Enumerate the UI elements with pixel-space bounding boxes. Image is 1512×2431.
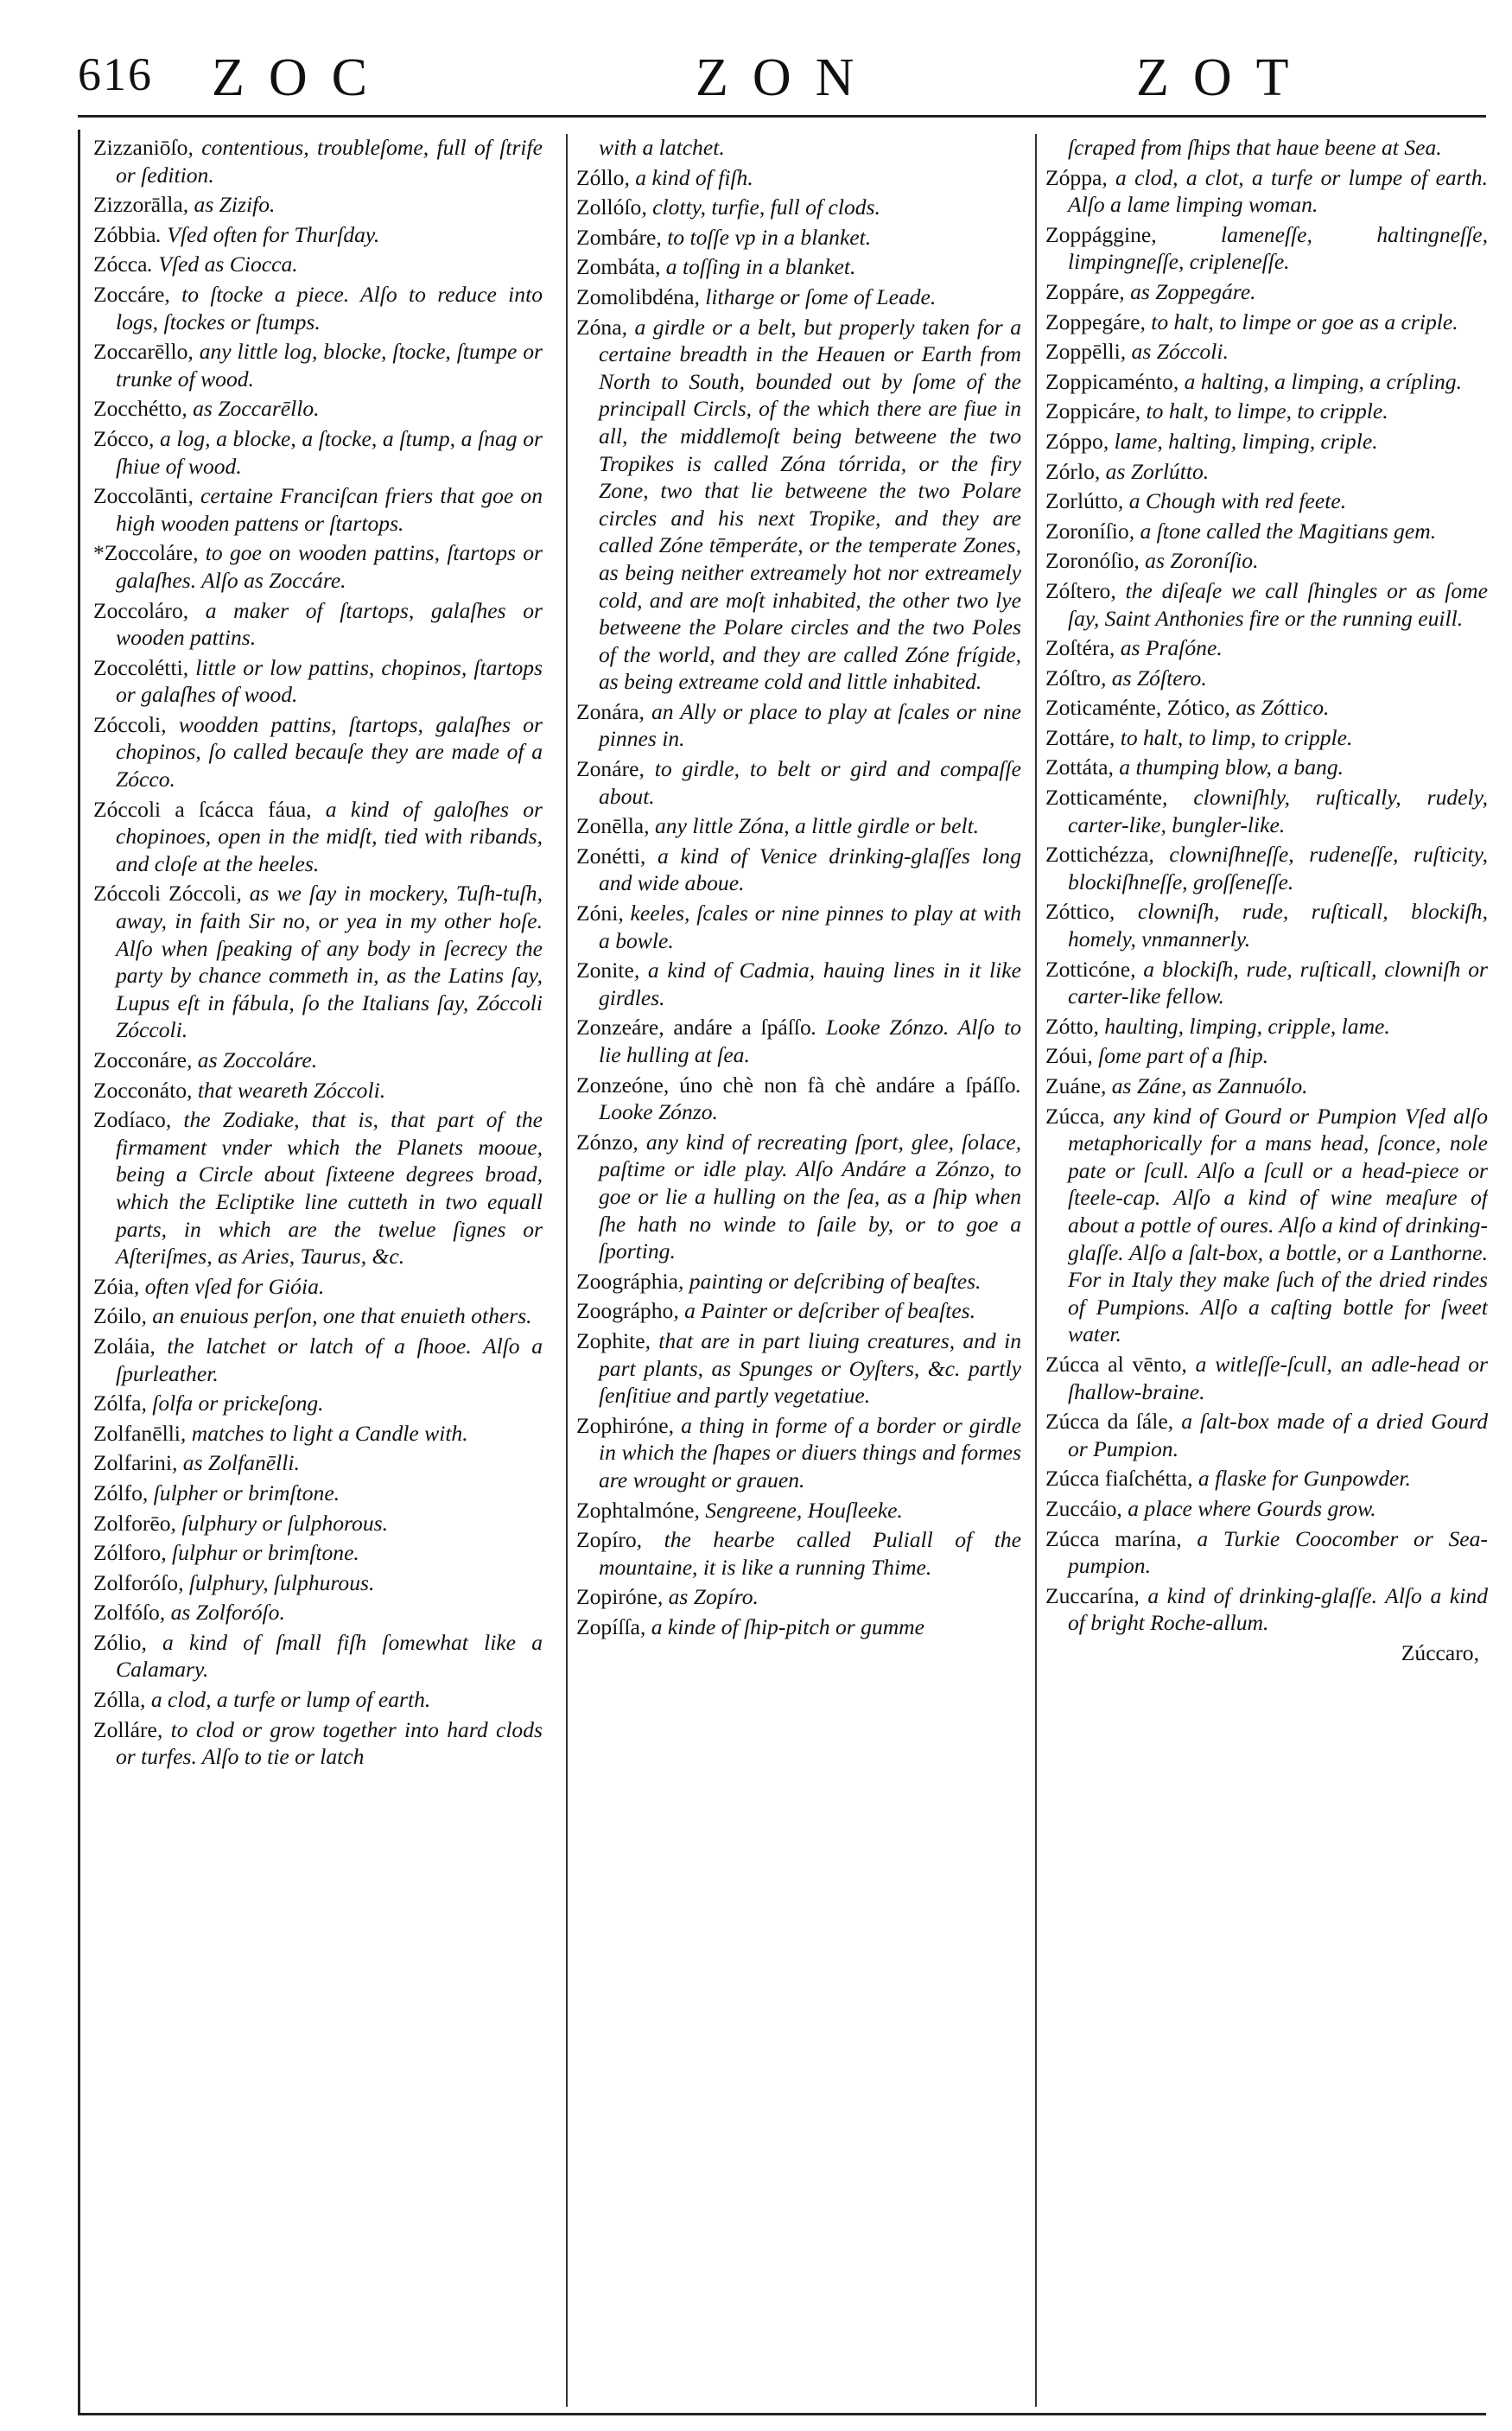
dictionary-entry xyxy=(1045,1042,1488,1070)
headword: Zonétti xyxy=(576,843,640,869)
headword: Zoppicaménto xyxy=(1045,368,1173,394)
dictionary-entry xyxy=(1045,487,1488,515)
definition: , a kind of Venice drinking-glaſſes long and wide aboue. xyxy=(599,843,1021,896)
headword: Zoppicáre xyxy=(1045,398,1135,424)
definition: , a toſſing in a blanket. xyxy=(654,254,856,280)
headword: Zóccoli a ſcácca fáua xyxy=(93,796,307,822)
header-rule xyxy=(78,115,1486,118)
dictionary-entry xyxy=(1045,1582,1488,1637)
headword: Zólforo xyxy=(93,1540,162,1566)
definition: , a kind of fiſh. xyxy=(624,164,753,190)
definition: , painting or deſcribing of beaſtes. xyxy=(677,1268,982,1294)
headword: Zoláia xyxy=(93,1333,150,1359)
headword: Zolforēo xyxy=(93,1510,171,1536)
definition: . Vſed often for Thurſday. xyxy=(156,221,380,247)
headword: Zizzaniōſo xyxy=(93,135,188,160)
dictionary-entry xyxy=(1045,784,1488,838)
definition: , as Zopíro. xyxy=(657,1584,759,1610)
dictionary-entry xyxy=(93,395,543,423)
headword: Zonzeóne, úno chè non fà chè andáre a ſpáſſo xyxy=(576,1072,1016,1098)
dictionary-entry xyxy=(1045,221,1488,276)
headword: Zolláre xyxy=(93,1716,157,1742)
headword: Zonára xyxy=(576,698,639,724)
dictionary-entry xyxy=(576,314,1021,696)
definition: , as Zoppegáre. xyxy=(1119,278,1256,304)
dictionary-entry xyxy=(1045,164,1488,219)
dictionary-entry xyxy=(93,1273,543,1301)
dictionary-entry xyxy=(93,1510,543,1537)
continued-text: with a latchet. xyxy=(599,135,725,160)
definition: , keeles, ſcales or nine pinnes to play at with a bowle. xyxy=(599,900,1021,953)
dictionary-entry xyxy=(93,654,543,709)
headword: Zoccolétti xyxy=(93,654,183,680)
dictionary-entry xyxy=(576,1072,1021,1126)
definition: , litharge or ſome of Leade. xyxy=(694,283,937,309)
dictionary-entry xyxy=(93,1599,543,1626)
definition: , lame, halting, limping, criple. xyxy=(1102,428,1378,454)
dictionary-entry xyxy=(1045,1465,1488,1492)
headword: Zopiróne xyxy=(576,1584,658,1610)
definition: , as Zolforóſo. xyxy=(159,1600,285,1626)
headword: Zopíſſa xyxy=(576,1613,640,1639)
headword: Zóia xyxy=(93,1273,134,1299)
dictionary-entry xyxy=(1045,1013,1488,1040)
definition: . Looke Zónzo. xyxy=(599,1072,1021,1125)
dictionary-entry xyxy=(1045,898,1488,952)
definition: , clowniſhly, ruſtically, rudely, carter-like, bungler-like. xyxy=(1068,785,1488,837)
headword: Zóbbia xyxy=(93,221,156,247)
dictionary-entry xyxy=(93,1302,543,1330)
headword: Zoronóſio xyxy=(1045,548,1134,574)
dictionary-entry xyxy=(576,698,1021,753)
definition: , woodden pattins, ſtartops, galaſhes or chopinos, ſo called becauſe they are made of a Zócco. xyxy=(116,711,543,792)
headword: Zócco xyxy=(93,425,149,451)
headword: Zóui xyxy=(1045,1043,1088,1069)
definition: , Sengreene, Houſleeke. xyxy=(694,1497,903,1523)
definition: , a halting, a limping, a crípling. xyxy=(1172,368,1462,394)
headword: Zórlo xyxy=(1045,458,1095,484)
dictionary-entry xyxy=(1045,1103,1488,1348)
dictionary-entry xyxy=(1045,1495,1488,1523)
headword: Zolfanēlli xyxy=(93,1420,181,1446)
headword: Zomolibdéna xyxy=(576,283,695,309)
dictionary-entry xyxy=(93,1686,543,1714)
dictionary-entry xyxy=(1045,368,1488,396)
headword: Zuccáio xyxy=(1045,1495,1117,1521)
definition: , haulting, limping, cripple, lame. xyxy=(1093,1013,1390,1039)
headword: Zonite xyxy=(576,958,634,983)
definition: , often vſed for Gióia. xyxy=(133,1273,325,1299)
dictionary-entry xyxy=(1045,841,1488,895)
dictionary-entry xyxy=(1045,398,1488,425)
headword: Zólfo xyxy=(93,1480,143,1505)
dictionary-entry xyxy=(1045,1072,1488,1100)
headword: Zúcca fiaſchétta xyxy=(1045,1466,1188,1492)
page-header xyxy=(78,48,1486,112)
dictionary-entry xyxy=(1045,634,1488,662)
headword: *Zoccoláre xyxy=(93,540,194,566)
dictionary-entry xyxy=(1045,665,1488,692)
definition: , clowniſh, rude, ruſticall, blockiſh, homely, vnmannerly. xyxy=(1068,899,1488,952)
dictionary-entry xyxy=(93,539,543,594)
dictionary-entry xyxy=(93,1480,543,1507)
headword: Zoccolānti xyxy=(93,483,188,509)
dictionary-entry xyxy=(576,1297,1021,1325)
dictionary-entry xyxy=(93,1629,543,1683)
definition: , to clod or grow together into hard clods or turfes. Alſo to tie or latch xyxy=(116,1716,543,1770)
column-1 xyxy=(93,134,543,2407)
dictionary-entry xyxy=(576,1526,1021,1581)
definition: , as Zóttico. xyxy=(1224,695,1330,721)
headword: Zoppáre xyxy=(1045,278,1120,304)
dictionary-entry xyxy=(93,191,543,219)
definition: , as Záne, as Zannuólo. xyxy=(1100,1073,1308,1098)
definition: , a kind of Cadmia, hauing lines in it like girdles. xyxy=(599,958,1021,1010)
dictionary-entry xyxy=(93,281,543,335)
definition: , a kind of galoſhes or chopinoes, open in the midſt, tied with ribands, and cloſe at the heeles. xyxy=(116,796,543,876)
headword: Zombáre xyxy=(576,224,657,250)
definition: , to toſſe vp in a blanket. xyxy=(656,224,872,250)
headword: Zoſtéra xyxy=(1045,635,1109,661)
dictionary-entry xyxy=(93,251,543,278)
headword: Zóttico xyxy=(1045,899,1109,925)
dictionary-entry xyxy=(93,1420,543,1448)
headword: Zoográphia xyxy=(576,1268,678,1294)
dictionary-entry xyxy=(1045,724,1488,752)
headword: Zizzorālla xyxy=(93,192,183,218)
definition: , the hearbe called Puliall of the mountaine, it is like a running Thime. xyxy=(599,1527,1021,1580)
dictionary-entry xyxy=(576,224,1021,251)
headword: Zoroníſio xyxy=(1045,518,1129,544)
definition: , a clod, a clot, a turfe or lumpe of earth. Alſo a lame limping woman. xyxy=(1068,164,1488,218)
definition: , as Zizifo. xyxy=(182,192,276,218)
definition: , a thing in forme of a border or girdle in which the ſhapes or diuers things and formes are wrought or grauen. xyxy=(599,1412,1021,1492)
dictionary-entry xyxy=(1045,754,1488,781)
headword: Zóllo xyxy=(576,164,625,190)
dictionary-entry xyxy=(1045,1525,1488,1580)
headword: Zophite xyxy=(576,1327,645,1353)
dictionary-entry xyxy=(576,900,1021,954)
dictionary-entry xyxy=(93,482,543,537)
definition: , to girdle, to belt or gird and compaſſe about. xyxy=(599,756,1021,809)
catchword: Zúccaro, xyxy=(1401,1639,1479,1665)
headword: Zóccoli xyxy=(93,711,162,737)
definition: , a witleſſe-ſcull, an adle-head or ſhallow-braine. xyxy=(1068,1351,1488,1404)
dictionary-entry xyxy=(576,755,1021,810)
definition: , a maker of ſtartops, galaſhes or wooden pattins. xyxy=(116,597,543,651)
dictionary-entry xyxy=(93,1449,543,1477)
headword: Zoppággine xyxy=(1045,221,1152,247)
dictionary-entry xyxy=(1045,518,1488,545)
headword: Zolforóſo xyxy=(93,1569,179,1595)
definition: , certaine Franciſcan friers that goe on high wooden pattens or ſtartops. xyxy=(116,483,543,536)
dictionary-entry xyxy=(93,796,543,878)
running-head-right: ZOT xyxy=(1136,48,1313,107)
headword: Zophiróne xyxy=(576,1412,669,1438)
definition: , an enuious perſon, one that enuieth others. xyxy=(141,1303,532,1329)
definition: , to halt, to limpe, to cripple. xyxy=(1134,398,1388,424)
definition: , a clod, a turfe or lump of earth. xyxy=(140,1687,431,1713)
headword: Zoticaménte, Zótico xyxy=(1045,695,1225,721)
headword: Zóppa xyxy=(1045,164,1102,190)
headword: Zólfa xyxy=(93,1391,142,1416)
definition: , a kind of drinking-glaſſe. Alſo a kind of bright Roche-allum. xyxy=(1068,1582,1488,1636)
definition: , little or low pattins, chopinos, ſtartops or galaſhes of wood. xyxy=(116,654,543,708)
headword: Zottáta xyxy=(1045,754,1109,780)
definition: , a thumping blow, a bang. xyxy=(1108,754,1344,780)
definition: . Looke Zónzo. Alſo to lie hulling at ſea. xyxy=(599,1015,1021,1067)
headword: Zúcca al vēnto xyxy=(1045,1351,1182,1377)
dictionary-entry xyxy=(576,253,1021,281)
dictionary-entry xyxy=(576,1268,1021,1295)
definition: , the diſeaſe we call ſhingles or as ſome ſay, Saint Anthonies fire or the running euill. xyxy=(1068,577,1488,631)
dictionary-entry xyxy=(576,843,1021,897)
definition: , ſulphur or brimſtone. xyxy=(161,1540,359,1566)
definition: , lameneſſe, haltingneſſe, limpingneſſe, cripleneſſe. xyxy=(1068,221,1488,275)
definition: , a log, a blocke, a ſtocke, a ſtump, a ſnag or ſhiue of wood. xyxy=(116,425,543,479)
headword: Zóni xyxy=(576,900,619,926)
dictionary-entry xyxy=(93,1077,543,1104)
headword: Zoppegáre xyxy=(1045,309,1140,334)
definition: , to ſtocke a piece. Alſo to reduce into logs, ſtockes or ſtumps. xyxy=(116,281,543,334)
headword: Zólla xyxy=(93,1687,141,1713)
dictionary-entry xyxy=(576,957,1021,1011)
definition: , ſulpher or brimſtone. xyxy=(142,1480,340,1505)
definition: , the Zodiake, that is, that part of the firmament vnder which the Planets mooue, being a Circle about ſixteene degrees broad, which the Ecliptike line cutteth in two equall parts, in which are the twelue ſignes or Aſteriſmes, as Aries, Taurus, &c. xyxy=(116,1107,543,1270)
page-number: 616 xyxy=(78,48,153,100)
definition: , as Praſóne. xyxy=(1109,635,1223,661)
headword: Zóilo xyxy=(93,1303,142,1329)
dictionary-entry xyxy=(93,880,543,1044)
dictionary-entry xyxy=(576,1497,1021,1524)
headword: Zonzeáre, andáre a ſpáſſo xyxy=(576,1015,811,1040)
definition: , as Zoccoláre. xyxy=(187,1047,318,1072)
definition: , the latchet or latch of a ſhooe. Alſo a ſpurleather. xyxy=(116,1333,543,1386)
definition: , ſulphury or ſulphorous. xyxy=(170,1510,388,1536)
dictionary-entry xyxy=(93,1047,543,1074)
headword: Zóſtero xyxy=(1045,577,1111,603)
dictionary-entry xyxy=(576,1014,1021,1068)
headword: Zóccoli Zóccoli xyxy=(93,881,237,907)
definition: , as Zorlútto. xyxy=(1094,458,1210,484)
dictionary-entry xyxy=(93,1106,543,1270)
dictionary-entry xyxy=(93,1539,543,1567)
dictionary-entry xyxy=(576,1129,1021,1265)
headword: Zúcca da ſále xyxy=(1045,1409,1168,1435)
dictionary-entry xyxy=(576,1412,1021,1494)
definition: , a Turkie Coocomber or Sea-pumpion. xyxy=(1068,1525,1488,1579)
dictionary-entry xyxy=(576,1613,1021,1641)
headword: Zoccáre xyxy=(93,281,165,307)
definition: , a ſtone called the Magitians gem. xyxy=(1128,518,1437,544)
running-head-center: ZON xyxy=(696,48,879,107)
dictionary-entry xyxy=(576,283,1021,311)
headword: Zóſtro xyxy=(1045,665,1101,690)
definition: , clowniſhneſſe, rudeneſſe, ruſticity, blockiſhneſſe, groſſeneſſe. xyxy=(1068,842,1488,894)
headword: Zótto xyxy=(1045,1013,1094,1039)
dictionary-entry xyxy=(93,1390,543,1417)
dictionary-entry xyxy=(1045,338,1488,366)
dictionary-entry xyxy=(1045,956,1488,1010)
headword: Zocconáto xyxy=(93,1077,187,1103)
definition: , a kinde of ſhip-pitch or gumme xyxy=(639,1613,925,1639)
headword: Zuccarína xyxy=(1045,1582,1134,1608)
definition: , as Zoccarēllo. xyxy=(181,396,320,422)
headword: Zolfarini xyxy=(93,1450,172,1476)
dictionary-entry xyxy=(1045,309,1488,336)
definition: , any little Zóna, a little girdle or belt. xyxy=(644,813,980,839)
headword: Zólio xyxy=(93,1629,142,1655)
definition: , contentious, troubleſome, full of ſtrife or ſedition. xyxy=(116,135,543,188)
headword: Zóppo xyxy=(1045,428,1103,454)
headword: Zotticaménte xyxy=(1045,785,1163,811)
column-3 xyxy=(1035,134,1488,2407)
definition: , a place where Gourds grow. xyxy=(1116,1495,1376,1521)
definition: , an Ally or place to play at ſcales or nine pinnes in. xyxy=(599,698,1021,752)
dictionary-entry xyxy=(1045,1351,1488,1405)
definition: , as Zoroníſio. xyxy=(1134,548,1259,574)
dictionary-entry xyxy=(1045,694,1488,722)
dictionary-entry xyxy=(576,194,1021,221)
definition: , that weareth Zóccoli. xyxy=(187,1077,386,1103)
continued-text: ſcraped from ſhips that haue beene at Sea. xyxy=(1068,135,1442,160)
definition: , to goe on wooden pattins, ſtartops or galaſhes. Alſo as Zoccáre. xyxy=(116,540,543,593)
definition: , as Zóſtero. xyxy=(1100,665,1207,690)
headword: Zonēlla xyxy=(576,813,645,839)
definition: , any kind of recreating ſport, glee, ſolace, paſtime or idle play. Alſo Andáre a Zónzo, to goe or lie a hulling on the ſea, as a ſhip when ſhe hath no winde to ſaile by, or to goe a ſporting. xyxy=(599,1129,1021,1264)
dictionary-entry xyxy=(1045,577,1488,632)
headword: Zúcca xyxy=(1045,1103,1100,1129)
dictionary-entry xyxy=(93,1569,543,1597)
dictionary-entry xyxy=(93,425,543,480)
headword: Zopíro xyxy=(576,1527,637,1553)
definition: , as Zolfanēlli. xyxy=(171,1450,300,1476)
dictionary-entry xyxy=(1045,547,1488,575)
definition: , a kind of ſmall fiſh ſomewhat like a Calamary. xyxy=(116,1629,543,1683)
headword: Zócca xyxy=(93,251,148,277)
dictionary-entry xyxy=(93,221,543,249)
headword: Zoccarēllo xyxy=(93,339,188,365)
headword: Zombáta xyxy=(576,254,655,280)
definition: , a Painter or deſcriber of beaſtes. xyxy=(673,1298,976,1324)
dictionary-entry xyxy=(93,597,543,652)
definition: , ſome part of a ſhip. xyxy=(1087,1043,1269,1069)
definition: , a ſalt-box made of a dried Gourd or Pumpion. xyxy=(1068,1409,1488,1461)
definition: , a blockiſh, rude, ruſticall, clowniſh or carter-like fellow. xyxy=(1068,956,1488,1009)
headword: Zóna xyxy=(576,314,622,340)
headword: Zotticóne xyxy=(1045,956,1131,982)
definition: , a flaske for Gunpowder. xyxy=(1187,1466,1411,1492)
dictionary-entry xyxy=(93,338,543,392)
definition: , any little log, blocke, ſtocke, ſtumpe or trunke of wood. xyxy=(116,339,543,391)
headword: Zuáne xyxy=(1045,1073,1101,1098)
headword: Zónzo xyxy=(576,1129,633,1155)
headword: Zoccoláro xyxy=(93,597,183,623)
headword: Zolfóſo xyxy=(93,1600,160,1626)
headword: Zodíaco xyxy=(93,1107,166,1133)
dictionary-entry xyxy=(576,1327,1021,1410)
headword: Zorlútto xyxy=(1045,488,1118,514)
dictionary-entry xyxy=(1045,278,1488,306)
dictionary-page xyxy=(78,48,1486,2415)
headword: Zophtalmóne xyxy=(576,1497,695,1523)
dictionary-entry xyxy=(93,1333,543,1387)
dictionary-entry xyxy=(1045,1408,1488,1462)
dictionary-entry xyxy=(576,812,1021,840)
headword: Zoppēlli xyxy=(1045,339,1121,365)
headword: Zúcca marína xyxy=(1045,1525,1177,1551)
headword: Zocconáre xyxy=(93,1047,187,1072)
headword: Zoográpho xyxy=(576,1298,674,1324)
dictionary-entry xyxy=(93,711,543,793)
definition: , a girdle or a belt, but properly taken for a certaine breadth in the Heauen or Earth from North to South, bounded out by ſome of the principall Circls, of the which there are fiue in all, the middlemoſt being betweene the two Tropikes is called Zóna tórrida, or the firy Zone, two that lie betweene the two Polare circles and his next Tropike, and they are called Zóne tēmperáte, or the temperate Zones, as being neither extreamely hot nor extreamely cold, and are moſt inhabited, the other two lye betweene the Polare circles and the two Poles of the world, and they are called Zóne frígide, as being extreame cold and little inhabited. xyxy=(599,314,1021,695)
headword: Zottáre xyxy=(1045,724,1109,750)
definition: , to halt, to limp, to cripple. xyxy=(1109,724,1353,750)
definition: , ſulphury, ſulphurous. xyxy=(178,1569,375,1595)
column-2 xyxy=(566,134,1021,2407)
definition: , a Chough with red feete. xyxy=(1117,488,1347,514)
definition: , ſolfa or prickeſong. xyxy=(141,1391,324,1416)
definition: , that are in part liuing creatures, and in part plants, as Spunges or Oyſters, &c. partly ſenſitiue and partly vegetatiue. xyxy=(599,1327,1021,1409)
headword: Zocchétto xyxy=(93,396,182,422)
dictionary-entry xyxy=(576,164,1021,192)
running-head-left: ZOC xyxy=(212,48,391,107)
dictionary-entry xyxy=(1045,428,1488,455)
dictionary-entry xyxy=(1045,458,1488,486)
definition: , to halt, to limpe or goe as a criple. xyxy=(1140,309,1458,334)
definition: , as Zóccoli. xyxy=(1120,339,1229,365)
headword: Zollóſo xyxy=(576,194,642,220)
headword: Zonáre xyxy=(576,756,639,782)
definition: , matches to light a Candle with. xyxy=(180,1420,468,1446)
dictionary-entry xyxy=(576,1583,1021,1611)
definition: , as we ſay in mockery, Tuſh-tuſh, away, in faith Sir no, or yea in my other hoſe. Alſo when ſpeaking of any body in ſecrecy the party by chance commeth in, as the Latins ſay, Lupus eſt in fábula, ſo the Italians ſay, Zóccoli Zóccoli. xyxy=(116,881,543,1043)
headword: Zottichézza xyxy=(1045,842,1149,868)
definition: . Vſed as Ciocca. xyxy=(147,251,298,277)
definition: , any kind of Gourd or Pumpion Vſed alſo metaphorically for a mans head, ſconce, nole pate or ſcull. Alſo a ſcull or a head-piece or ſteele-cap. Alſo a kind of wine meaſure of about a pottle of oures. Alſo a kind of drinking-glaſſe. Alſo a ſalt-box, a bottle, or a Lanthorne. For in Italy they make ſuch of the dried rindes of Pumpions. Alſo a caſting bottle for ſweet water. xyxy=(1068,1103,1488,1347)
dictionary-entry xyxy=(93,134,543,188)
dictionary-entry xyxy=(93,1716,543,1771)
definition: , clotty, turfie, full of clods. xyxy=(641,194,880,220)
